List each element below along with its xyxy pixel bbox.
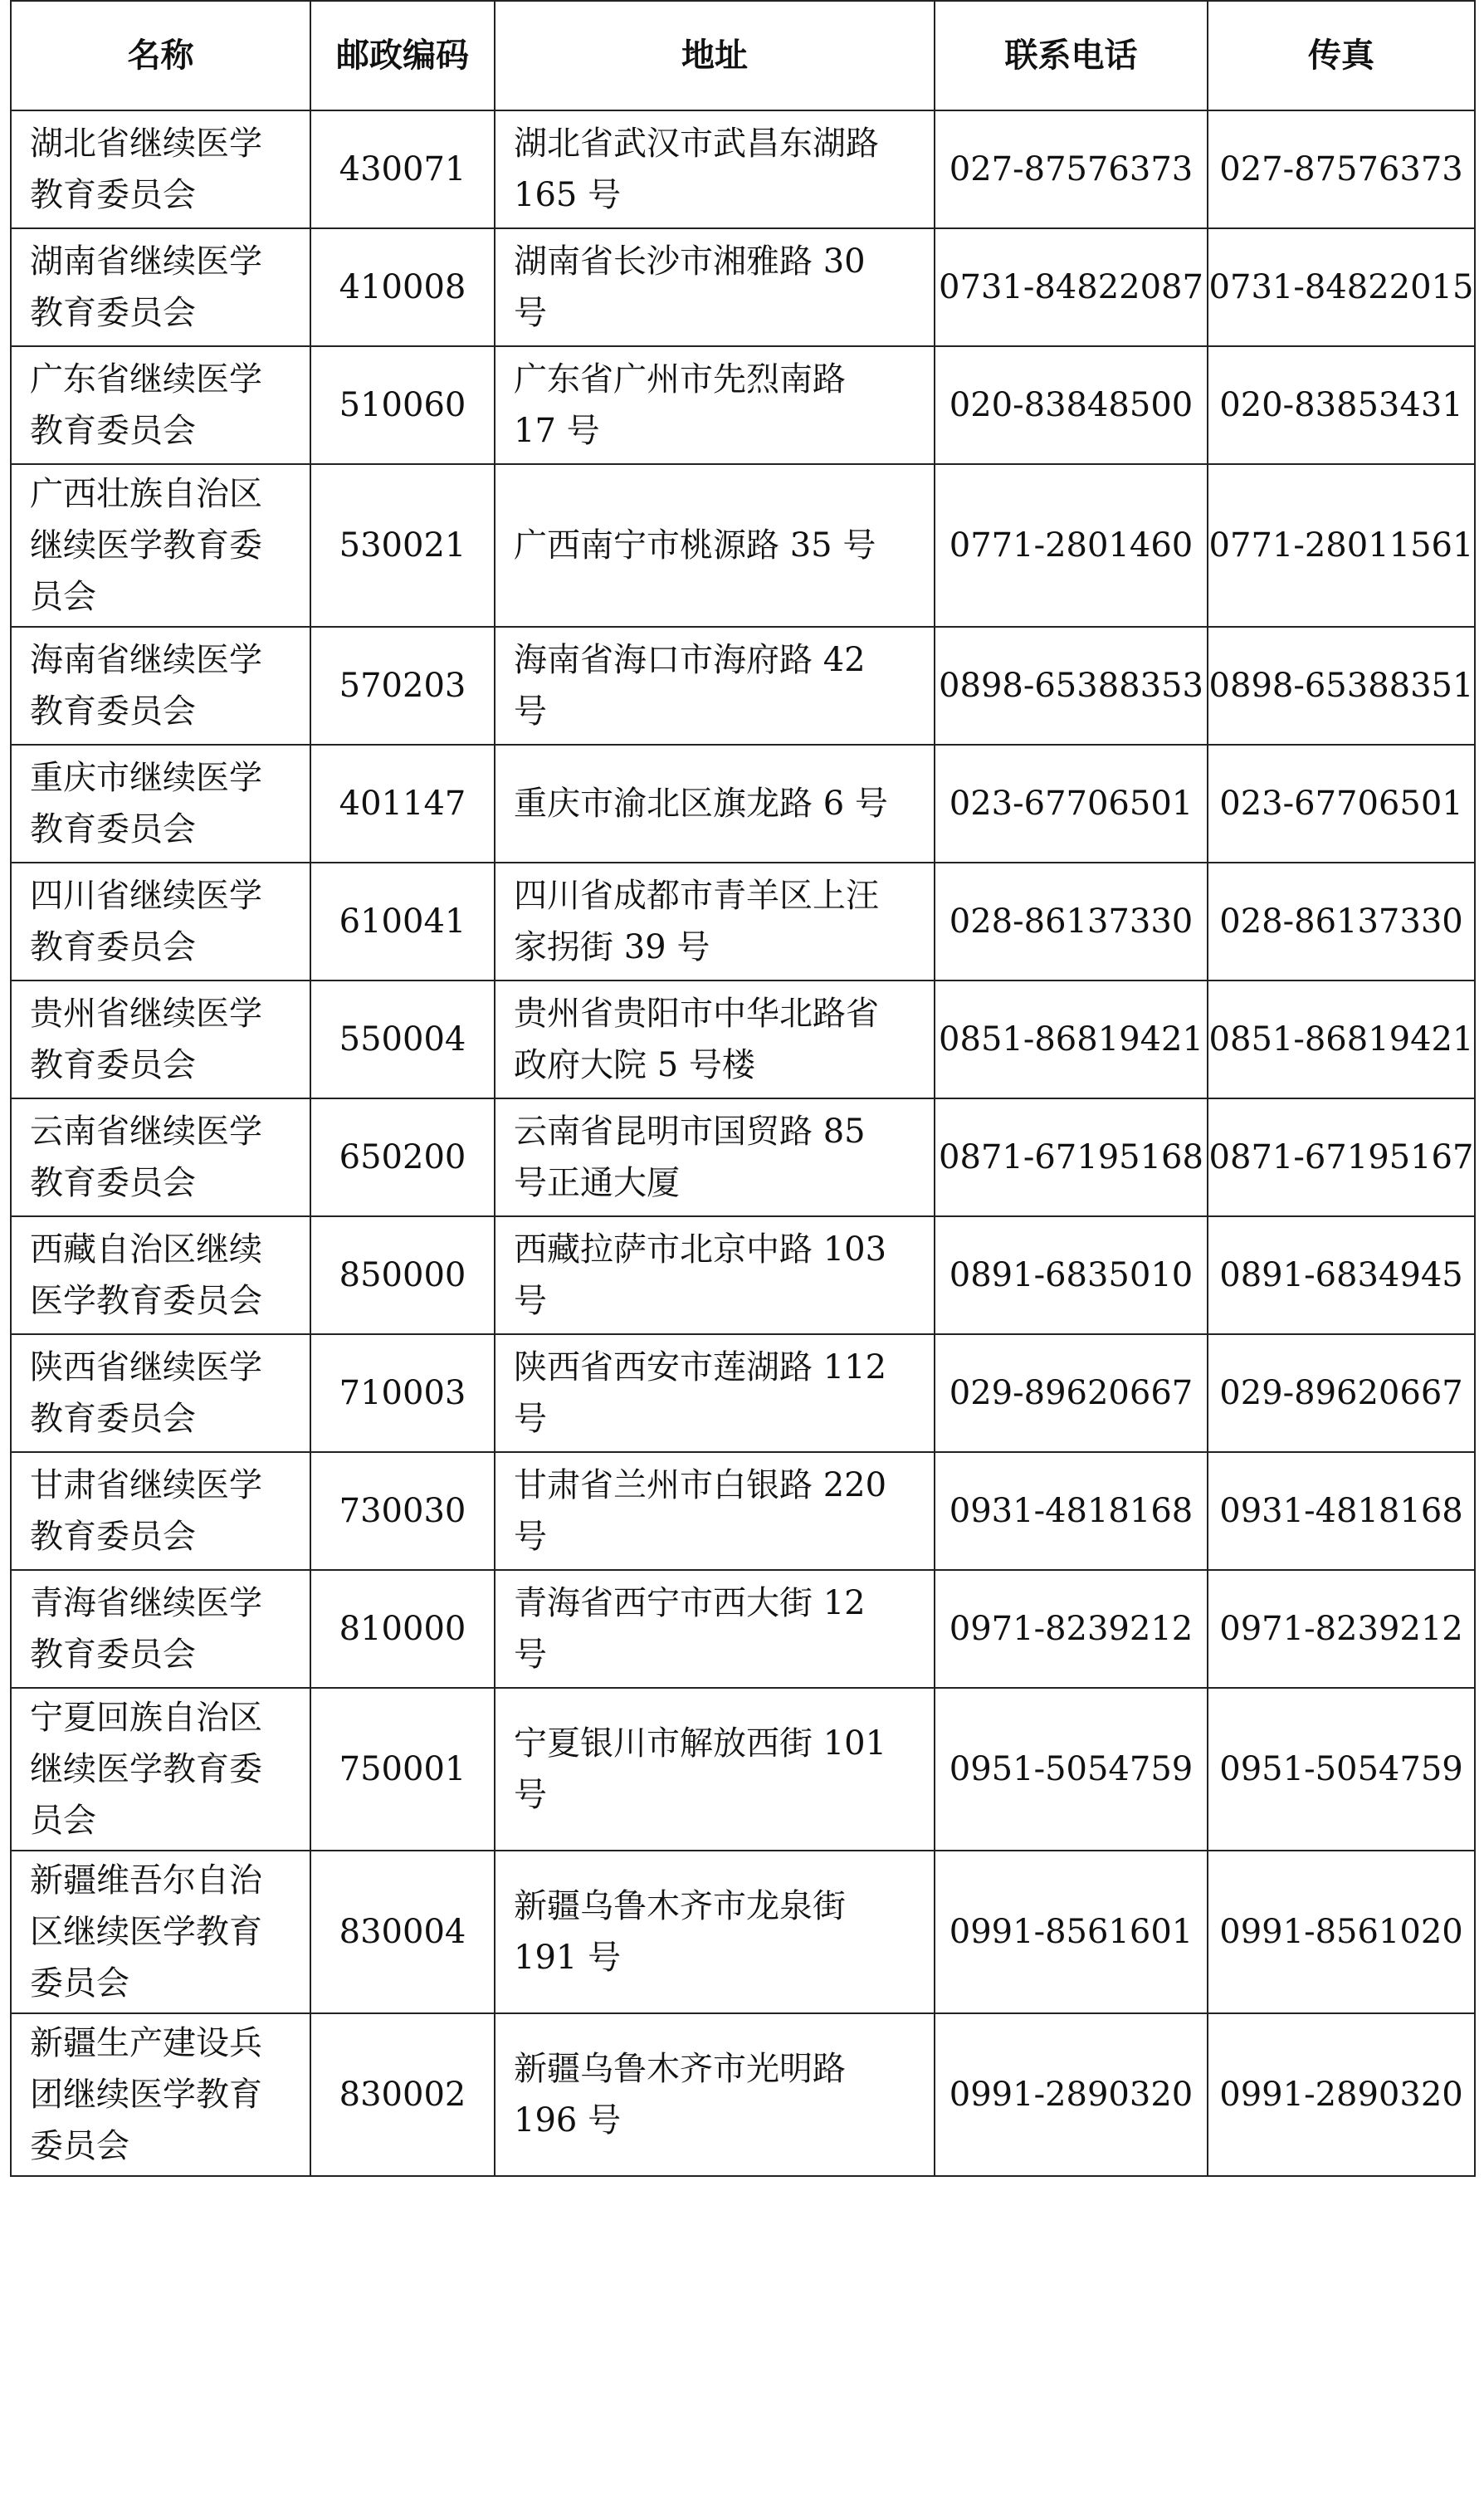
cell-phone: 023-67706501: [935, 745, 1208, 863]
cell-name: 湖北省继续医学 教育委员会: [11, 110, 310, 228]
cell-address: 宁夏银川市解放西街 101 号: [495, 1688, 935, 1851]
cell-fax: 0891-6834945: [1208, 1216, 1475, 1334]
cell-phone: 027-87576373: [935, 110, 1208, 228]
cell-phone: 0851-86819421: [935, 981, 1208, 1098]
cell-address: 新疆乌鲁木齐市龙泉街 191 号: [495, 1851, 935, 2013]
cell-fax: 029-89620667: [1208, 1334, 1475, 1452]
cell-fax: 0851-86819421: [1208, 981, 1475, 1098]
cell-name: 广西壮族自治区 继续医学教育委 员会: [11, 464, 310, 627]
cell-name: 湖南省继续医学 教育委员会: [11, 228, 310, 346]
cell-postcode: 810000: [310, 1570, 495, 1688]
cell-phone: 0898-65388353: [935, 627, 1208, 745]
cell-postcode: 650200: [310, 1098, 495, 1216]
cell-postcode: 510060: [310, 346, 495, 464]
cell-fax: 027-87576373: [1208, 110, 1475, 228]
cell-phone: 0991-8561601: [935, 1851, 1208, 2013]
cell-name: 西藏自治区继续 医学教育委员会: [11, 1216, 310, 1334]
cell-address: 湖北省武汉市武昌东湖路 165 号: [495, 110, 935, 228]
cell-name: 陕西省继续医学 教育委员会: [11, 1334, 310, 1452]
table-row: [11, 1570, 1475, 1688]
header-name: 名称: [11, 1, 310, 110]
cell-name: 四川省继续医学 教育委员会: [11, 863, 310, 981]
cell-fax: 020-83853431: [1208, 346, 1475, 464]
cell-phone: 0951-5054759: [935, 1688, 1208, 1851]
table-row: [11, 1216, 1475, 1334]
cell-address: 广东省广州市先烈南路 17 号: [495, 346, 935, 464]
cell-fax: 028-86137330: [1208, 863, 1475, 981]
table-row: [11, 1452, 1475, 1570]
cell-fax: 0951-5054759: [1208, 1688, 1475, 1851]
contact-table: [10, 0, 1476, 2177]
cell-address: 四川省成都市青羊区上汪 家拐街 39 号: [495, 863, 935, 981]
cell-phone: 0871-67195168: [935, 1098, 1208, 1216]
cell-phone: 028-86137330: [935, 863, 1208, 981]
cell-name: 新疆维吾尔自治 区继续医学教育 委员会: [11, 1851, 310, 2013]
cell-postcode: 610041: [310, 863, 495, 981]
table-header-row: [11, 1, 1475, 110]
header-fax: 传真: [1208, 1, 1475, 110]
cell-name: 甘肃省继续医学 教育委员会: [11, 1452, 310, 1570]
cell-address: 重庆市渝北区旗龙路 6 号: [495, 745, 935, 863]
table-row: [11, 981, 1475, 1098]
cell-fax: 0731-84822015: [1208, 228, 1475, 346]
cell-postcode: 410008: [310, 228, 495, 346]
contact-table-container: [10, 0, 1474, 2177]
cell-fax: 0771-28011561: [1208, 464, 1475, 627]
table-row: [11, 346, 1475, 464]
table-row: [11, 627, 1475, 745]
cell-address: 甘肃省兰州市白银路 220 号: [495, 1452, 935, 1570]
cell-fax: 0871-67195167: [1208, 1098, 1475, 1216]
cell-fax: 0991-8561020: [1208, 1851, 1475, 2013]
cell-address: 海南省海口市海府路 42 号: [495, 627, 935, 745]
cell-postcode: 530021: [310, 464, 495, 627]
cell-name: 重庆市继续医学 教育委员会: [11, 745, 310, 863]
cell-postcode: 830004: [310, 1851, 495, 2013]
cell-postcode: 830002: [310, 2013, 495, 2176]
cell-name: 宁夏回族自治区 继续医学教育委 员会: [11, 1688, 310, 1851]
table-row: [11, 228, 1475, 346]
cell-postcode: 570203: [310, 627, 495, 745]
cell-phone: 0931-4818168: [935, 1452, 1208, 1570]
cell-postcode: 550004: [310, 981, 495, 1098]
cell-phone: 0891-6835010: [935, 1216, 1208, 1334]
cell-name: 青海省继续医学 教育委员会: [11, 1570, 310, 1688]
cell-postcode: 730030: [310, 1452, 495, 1570]
cell-postcode: 401147: [310, 745, 495, 863]
cell-postcode: 750001: [310, 1688, 495, 1851]
cell-phone: 0731-84822087: [935, 228, 1208, 346]
cell-postcode: 710003: [310, 1334, 495, 1452]
cell-name: 云南省继续医学 教育委员会: [11, 1098, 310, 1216]
cell-postcode: 850000: [310, 1216, 495, 1334]
cell-fax: 0991-2890320: [1208, 2013, 1475, 2176]
header-address: 地址: [495, 1, 935, 110]
cell-name: 海南省继续医学 教育委员会: [11, 627, 310, 745]
table-row: [11, 1098, 1475, 1216]
cell-address: 青海省西宁市西大街 12 号: [495, 1570, 935, 1688]
cell-phone: 029-89620667: [935, 1334, 1208, 1452]
cell-address: 新疆乌鲁木齐市光明路 196 号: [495, 2013, 935, 2176]
table-row: [11, 1334, 1475, 1452]
table-row: [11, 1688, 1475, 1851]
cell-phone: 0991-2890320: [935, 2013, 1208, 2176]
cell-fax: 0971-8239212: [1208, 1570, 1475, 1688]
cell-name: 新疆生产建设兵 团继续医学教育 委员会: [11, 2013, 310, 2176]
cell-phone: 0771-2801460: [935, 464, 1208, 627]
cell-address: 云南省昆明市国贸路 85 号正通大厦: [495, 1098, 935, 1216]
cell-address: 贵州省贵阳市中华北路省 政府大院 5 号楼: [495, 981, 935, 1098]
header-postcode: 邮政编码: [310, 1, 495, 110]
cell-phone: 020-83848500: [935, 346, 1208, 464]
table-row: [11, 863, 1475, 981]
cell-phone: 0971-8239212: [935, 1570, 1208, 1688]
table-row: [11, 745, 1475, 863]
table-row: [11, 110, 1475, 228]
cell-address: 湖南省长沙市湘雅路 30 号: [495, 228, 935, 346]
table-row: [11, 464, 1475, 627]
cell-fax: 023-67706501: [1208, 745, 1475, 863]
cell-postcode: 430071: [310, 110, 495, 228]
cell-fax: 0898-65388351: [1208, 627, 1475, 745]
cell-address: 陕西省西安市莲湖路 112 号: [495, 1334, 935, 1452]
cell-name: 贵州省继续医学 教育委员会: [11, 981, 310, 1098]
header-phone: 联系电话: [935, 1, 1208, 110]
cell-fax: 0931-4818168: [1208, 1452, 1475, 1570]
cell-address: 广西南宁市桃源路 35 号: [495, 464, 935, 627]
cell-name: 广东省继续医学 教育委员会: [11, 346, 310, 464]
cell-address: 西藏拉萨市北京中路 103 号: [495, 1216, 935, 1334]
table-row: [11, 2013, 1475, 2176]
table-row: [11, 1851, 1475, 2013]
